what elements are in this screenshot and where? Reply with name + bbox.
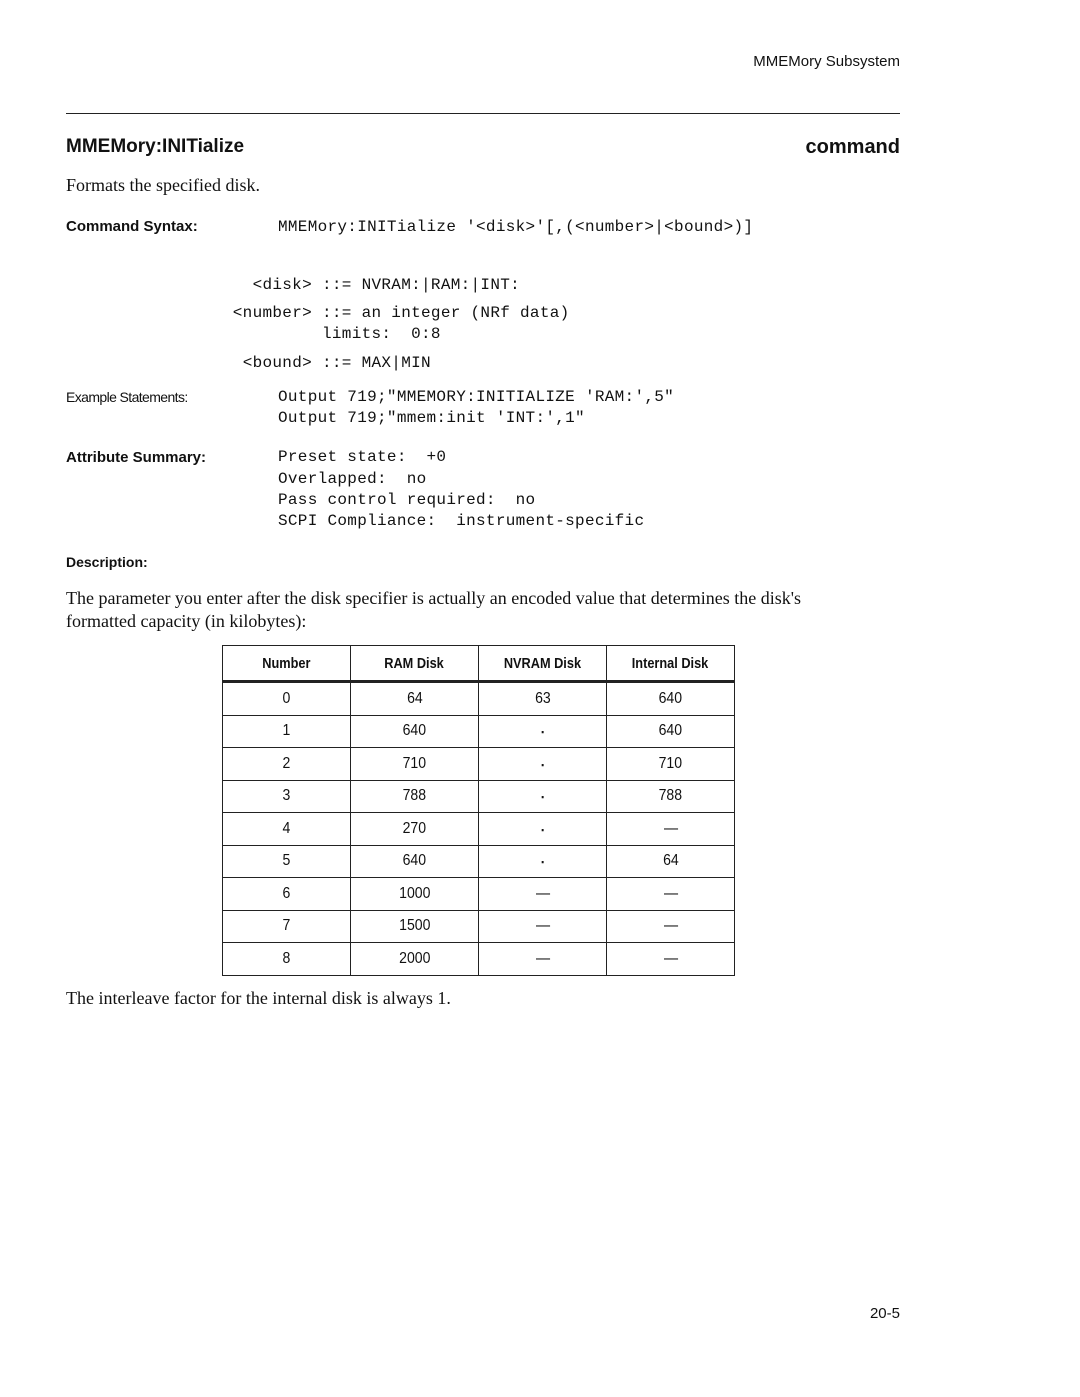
column-header: RAM Disk <box>351 646 479 682</box>
table-cell: 1500 <box>351 910 479 943</box>
table-cell: 4 <box>223 813 351 846</box>
column-header: Number <box>223 646 351 682</box>
table-row <box>223 943 735 976</box>
table-cell: ▪ <box>479 813 607 846</box>
example-line: Output 719;"mmem:init 'INT:',1" <box>278 409 585 427</box>
table-row <box>223 845 735 878</box>
column-header: Internal Disk <box>607 646 735 682</box>
example-line: Output 719;"MMEMORY:INITIALIZE 'RAM:',5" <box>278 388 675 406</box>
table-cell: 0 <box>223 682 351 716</box>
param-name: <disk> <box>252 276 312 294</box>
page-number: 20-5 <box>869 1305 900 1322</box>
table-cell: — <box>479 910 607 943</box>
header-rule <box>66 113 900 114</box>
param-def: ::= NVRAM:|RAM:|INT: <box>322 276 521 294</box>
attribute-line: SCPI Compliance: instrument-specific <box>278 512 645 530</box>
table-cell: 710 <box>351 748 479 781</box>
running-header: MMEMory Subsystem <box>753 53 900 70</box>
attributes-label: Attribute Summary: <box>66 449 207 466</box>
table-cell: 6 <box>223 878 351 911</box>
table-row <box>223 682 735 716</box>
table-cell: 8 <box>223 943 351 976</box>
table-cell: ▪ <box>479 715 607 748</box>
description-label: Description: <box>66 554 148 570</box>
table-cell: — <box>479 943 607 976</box>
table-cell: 2 <box>223 748 351 781</box>
attribute-line: Overlapped: no <box>278 470 427 488</box>
syntax-value: MMEMory:INITialize '<disk>'[,(<number>|<bound>)] <box>278 218 754 236</box>
param-def: ::= an integer (NRf data) <box>322 304 570 322</box>
summary: Formats the specified disk. <box>66 175 260 195</box>
table-row <box>223 910 735 943</box>
description-text: The parameter you enter after the disk specifier is actually an encoded value that determines the disk's formatted capacity (in kilobytes): <box>66 588 801 631</box>
param-name: <number> <box>232 304 312 322</box>
table-cell: 63 <box>479 682 607 716</box>
param-def: ::= MAX|MIN <box>322 354 431 372</box>
table-cell: 5 <box>223 845 351 878</box>
table-cell: 788 <box>607 780 735 813</box>
table-cell: — <box>607 878 735 911</box>
table-cell: 64 <box>607 845 735 878</box>
table-cell: 1 <box>223 715 351 748</box>
table-cell: 788 <box>351 780 479 813</box>
table-cell: 640 <box>607 682 735 716</box>
column-header: NVRAM Disk <box>479 646 607 682</box>
table-row <box>223 780 735 813</box>
table-cell: ▪ <box>479 845 607 878</box>
table-cell: 640 <box>351 715 479 748</box>
table-cell: 640 <box>351 845 479 878</box>
table-cell: — <box>607 943 735 976</box>
table-row <box>223 748 735 781</box>
table-cell: 64 <box>351 682 479 716</box>
command-title: MMEMory:INITialize <box>66 136 245 157</box>
table-row <box>223 715 735 748</box>
command-type: command <box>805 136 900 158</box>
table-cell: 2000 <box>351 943 479 976</box>
attribute-line: Preset state: +0 <box>278 448 447 466</box>
table-cell: 270 <box>351 813 479 846</box>
table-cell: ▪ <box>479 780 607 813</box>
interleave-note: The interleave factor for the internal disk is always 1. <box>66 988 451 1008</box>
table-cell: 3 <box>223 780 351 813</box>
table-cell: — <box>607 910 735 943</box>
table-cell: 710 <box>607 748 735 781</box>
param-limits: limits: 0:8 <box>322 325 441 343</box>
table-header-row <box>223 646 735 682</box>
table-row <box>223 813 735 846</box>
table-row <box>223 878 735 911</box>
examples-label: Example Statements: <box>66 389 188 405</box>
table-cell: ▪ <box>479 748 607 781</box>
table-cell: 1000 <box>351 878 479 911</box>
capacity-table <box>222 645 735 976</box>
table-cell: — <box>479 878 607 911</box>
table-cell: — <box>607 813 735 846</box>
table-cell: 640 <box>607 715 735 748</box>
attribute-line: Pass control required: no <box>278 491 536 509</box>
table-cell: 7 <box>223 910 351 943</box>
syntax-label: Command Syntax: <box>66 218 198 235</box>
param-name: <bound> <box>242 354 312 372</box>
